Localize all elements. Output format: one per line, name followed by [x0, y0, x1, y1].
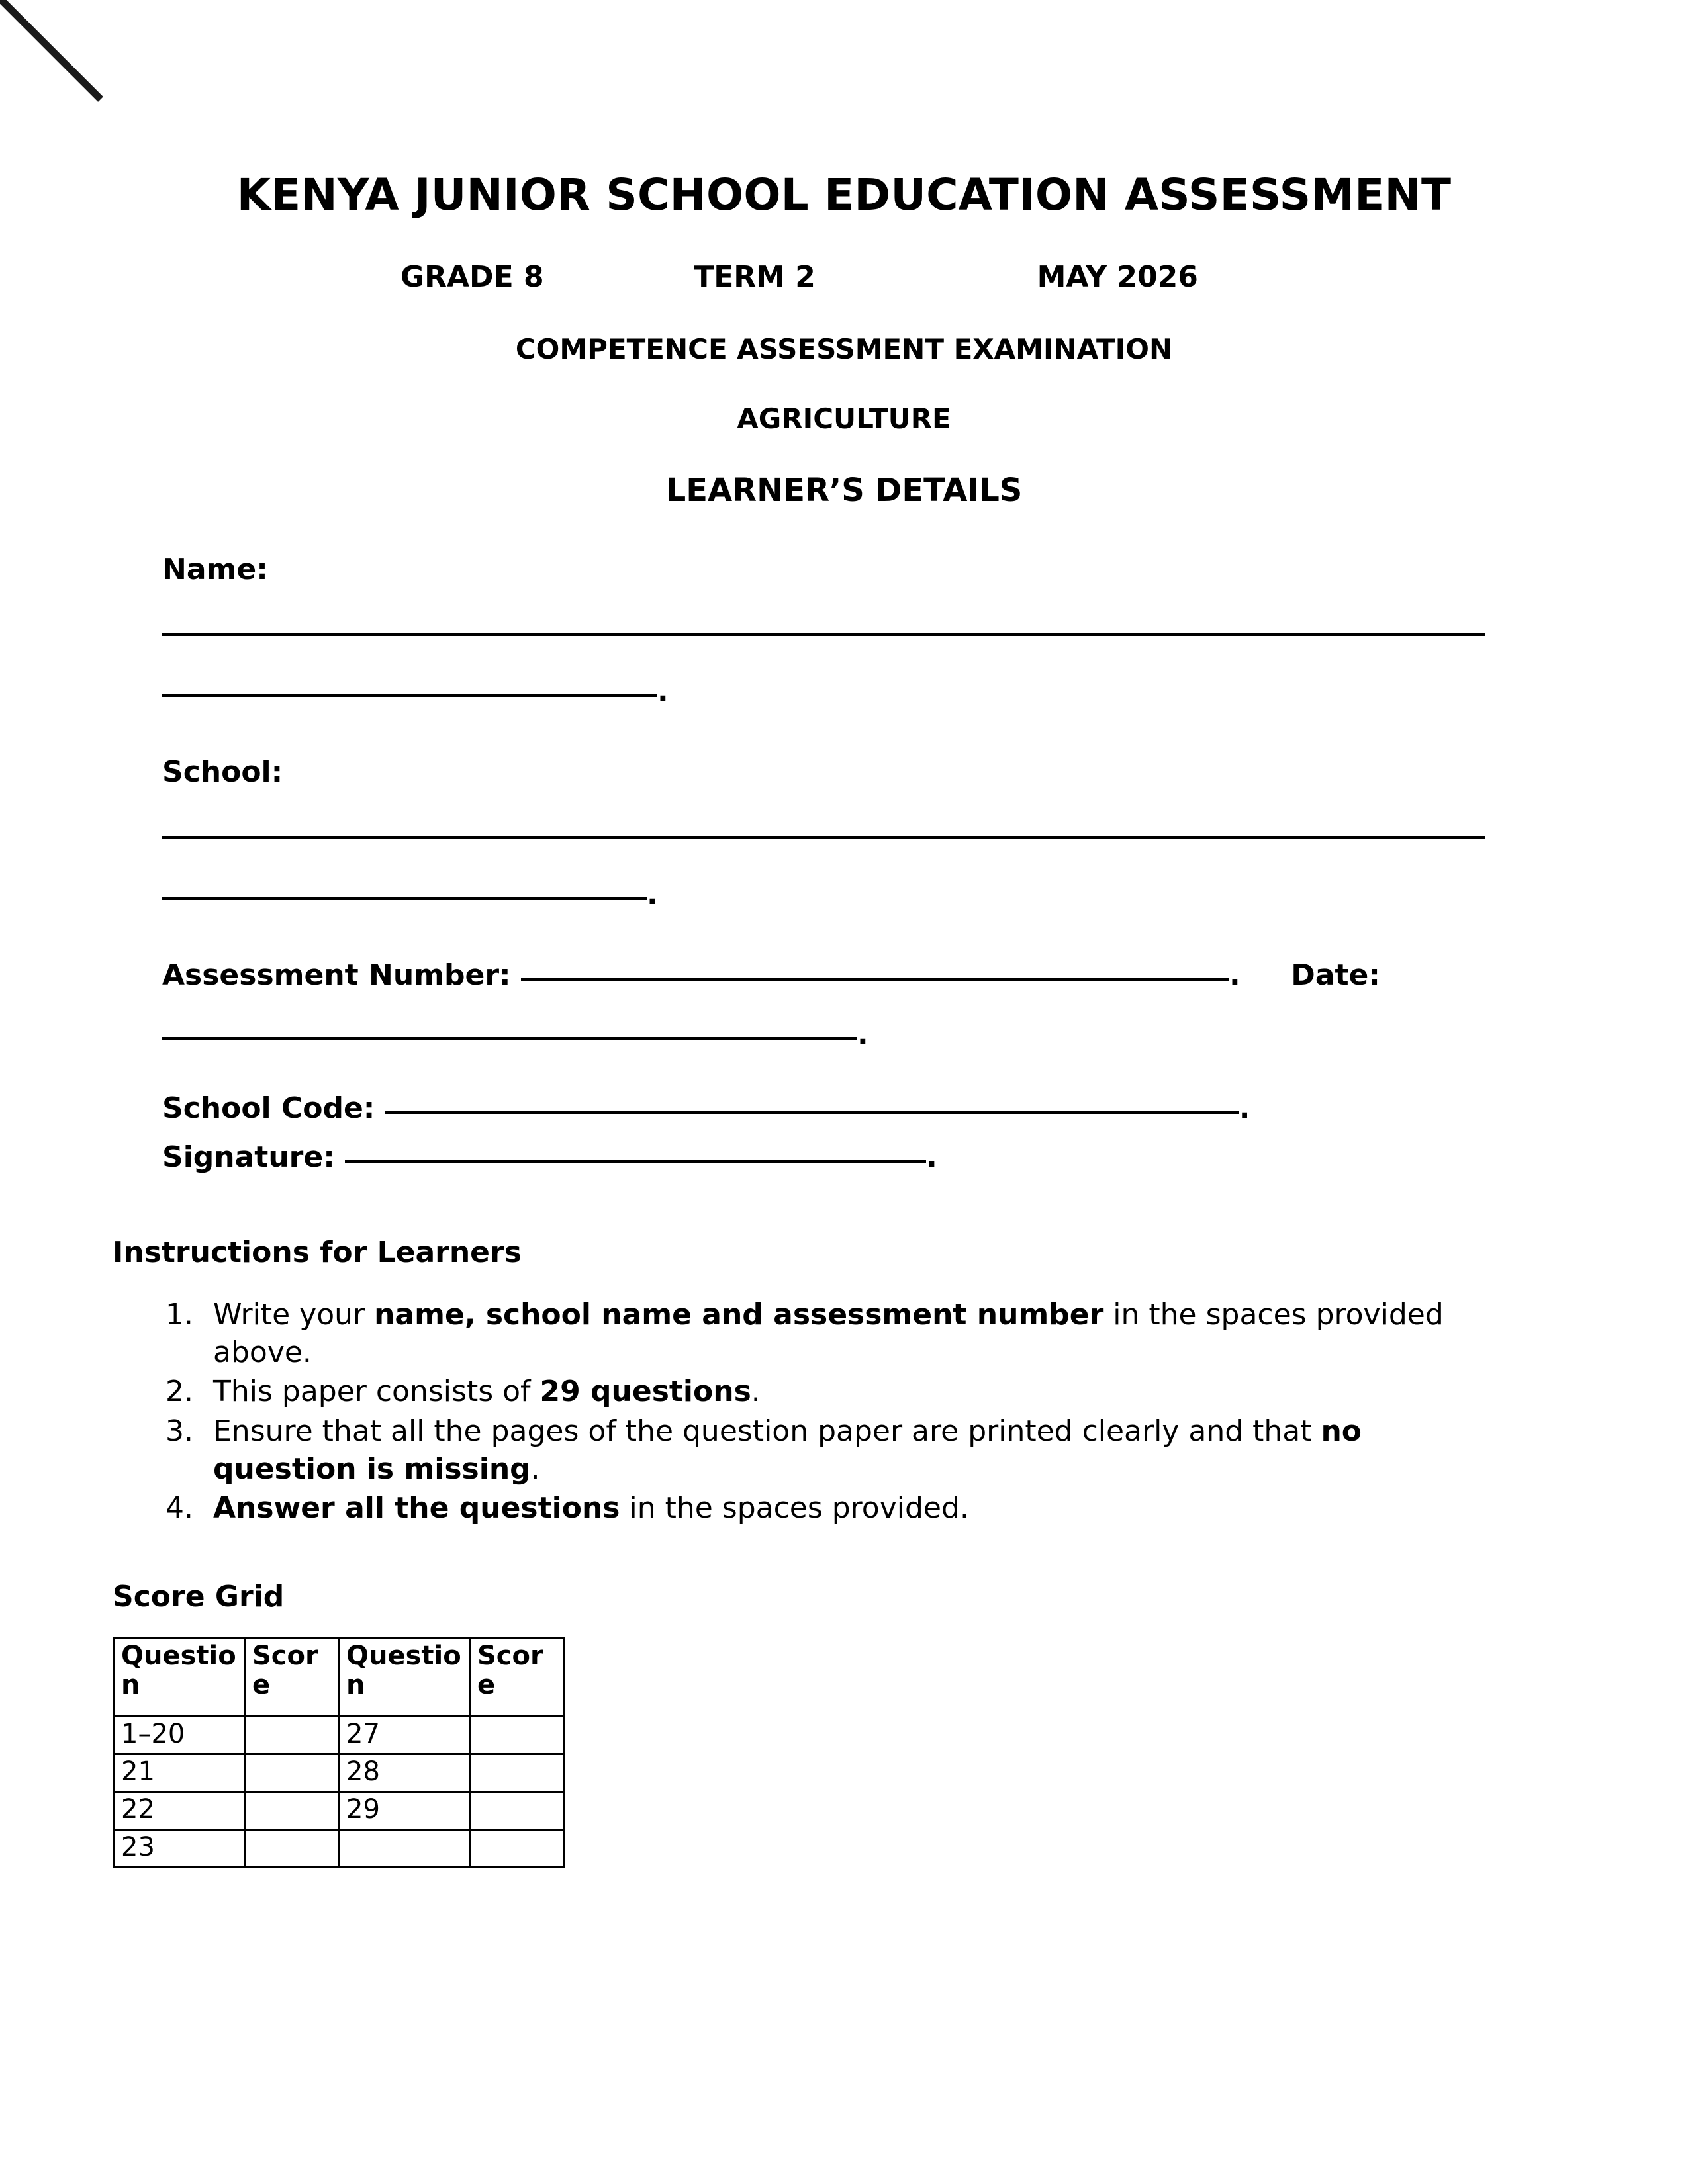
school-code-terminator: .: [1239, 1091, 1250, 1125]
meta-term: TERM 2: [694, 259, 816, 294]
school-label: School:: [162, 755, 283, 790]
cell-question: 21: [114, 1754, 245, 1792]
meta-date: MAY 2026: [1037, 259, 1198, 294]
instruction-post: in the spaces provided.: [620, 1490, 969, 1525]
field-assessment-number: [162, 954, 1493, 1056]
subject-subtitle: AGRICULTURE: [737, 402, 951, 435]
cell-question: [339, 1830, 470, 1868]
header-block: [0, 169, 1688, 509]
date-terminator: .: [857, 1018, 868, 1052]
cell-score[interactable]: [245, 1830, 339, 1868]
cell-question: 1–20: [114, 1717, 245, 1754]
table-row: [114, 1792, 564, 1830]
date-input-rule[interactable]: [162, 1037, 857, 1040]
cell-score[interactable]: [470, 1830, 564, 1868]
name-input-rule-2[interactable]: [162, 694, 657, 697]
spacer-after-school: [162, 923, 1493, 954]
field-school-code: [162, 1087, 1493, 1130]
cell-score[interactable]: [470, 1717, 564, 1754]
instruction-bold: 29 questions: [539, 1375, 751, 1409]
instruction-bold: name, school name and assessment number: [374, 1298, 1104, 1332]
exam-type-subtitle: COMPETENCE ASSESSMENT EXAMINATION: [515, 332, 1173, 365]
cell-question: 28: [339, 1754, 470, 1792]
meta-grade: GRADE 8: [400, 259, 544, 294]
cell-score[interactable]: [470, 1754, 564, 1792]
instruction-pre: This paper consists of: [213, 1375, 540, 1409]
school-code-label: School Code:: [162, 1091, 375, 1125]
learner-details-fields: [162, 549, 1493, 1179]
column-header-question-1: Question: [114, 1639, 245, 1717]
cell-question: 22: [114, 1792, 245, 1830]
learner-details-heading: LEARNER’S DETAILS: [665, 471, 1023, 509]
date-label: Date:: [1291, 958, 1380, 993]
page-title: KENYA JUNIOR SCHOOL EDUCATION ASSESSMENT: [236, 169, 1452, 220]
score-grid-heading: Score Grid: [113, 1580, 285, 1614]
field-school: [162, 751, 1493, 916]
list-item: [165, 1412, 1464, 1488]
score-grid-table: [113, 1637, 565, 1868]
spacer-after-name: [162, 719, 1493, 751]
name-terminator: .: [657, 674, 669, 709]
instruction-post: .: [751, 1375, 761, 1409]
school-terminator: .: [647, 877, 658, 911]
column-header-score-2: Score: [470, 1639, 564, 1717]
assessment-number-terminator: .: [1229, 958, 1241, 993]
instruction-pre: Ensure that all the pages of the question paper are printed clearly and that: [213, 1414, 1321, 1448]
cell-question: 29: [339, 1792, 470, 1830]
list-item: [165, 1489, 1464, 1527]
cell-score[interactable]: [245, 1717, 339, 1754]
signature-colon: :: [323, 1140, 335, 1174]
school-input-rule-1[interactable]: [162, 836, 1485, 839]
signature-label: Signature: [162, 1140, 324, 1174]
table-row: [114, 1754, 564, 1792]
name-input-rule-1[interactable]: [162, 633, 1485, 636]
assessment-number-label: Assessment Number:: [162, 958, 511, 993]
column-header-question-2: Question: [339, 1639, 470, 1717]
field-signature: [162, 1136, 1493, 1179]
cell-score[interactable]: [245, 1754, 339, 1792]
cell-score[interactable]: [245, 1792, 339, 1830]
signature-input-rule[interactable]: [345, 1160, 926, 1163]
cell-question: 23: [114, 1830, 245, 1868]
field-name: [162, 549, 1493, 713]
table-row: [114, 1717, 564, 1754]
exam-meta-row: [308, 258, 1380, 296]
table-row: [114, 1830, 564, 1868]
cell-question: 27: [339, 1717, 470, 1754]
signature-terminator: .: [926, 1140, 937, 1174]
instructions-heading: Instructions for Learners: [113, 1236, 522, 1270]
instruction-bold: Answer all the questions: [213, 1490, 620, 1525]
table-header-row: [114, 1639, 564, 1717]
instruction-pre: Write your: [213, 1298, 375, 1332]
name-label: Name:: [162, 552, 268, 586]
column-header-score-1: Score: [245, 1639, 339, 1717]
school-code-input-rule[interactable]: [385, 1111, 1239, 1114]
list-item: [165, 1296, 1464, 1371]
cell-score[interactable]: [470, 1792, 564, 1830]
instructions-list: [0, 1296, 1688, 1527]
list-item: [165, 1373, 1464, 1410]
assessment-number-input-rule[interactable]: [521, 978, 1229, 981]
instruction-bold: no question is missing: [213, 1414, 1362, 1486]
instruction-post: in the spaces provided above.: [213, 1298, 1444, 1370]
instruction-post: .: [530, 1451, 540, 1486]
school-input-rule-2[interactable]: [162, 897, 647, 900]
